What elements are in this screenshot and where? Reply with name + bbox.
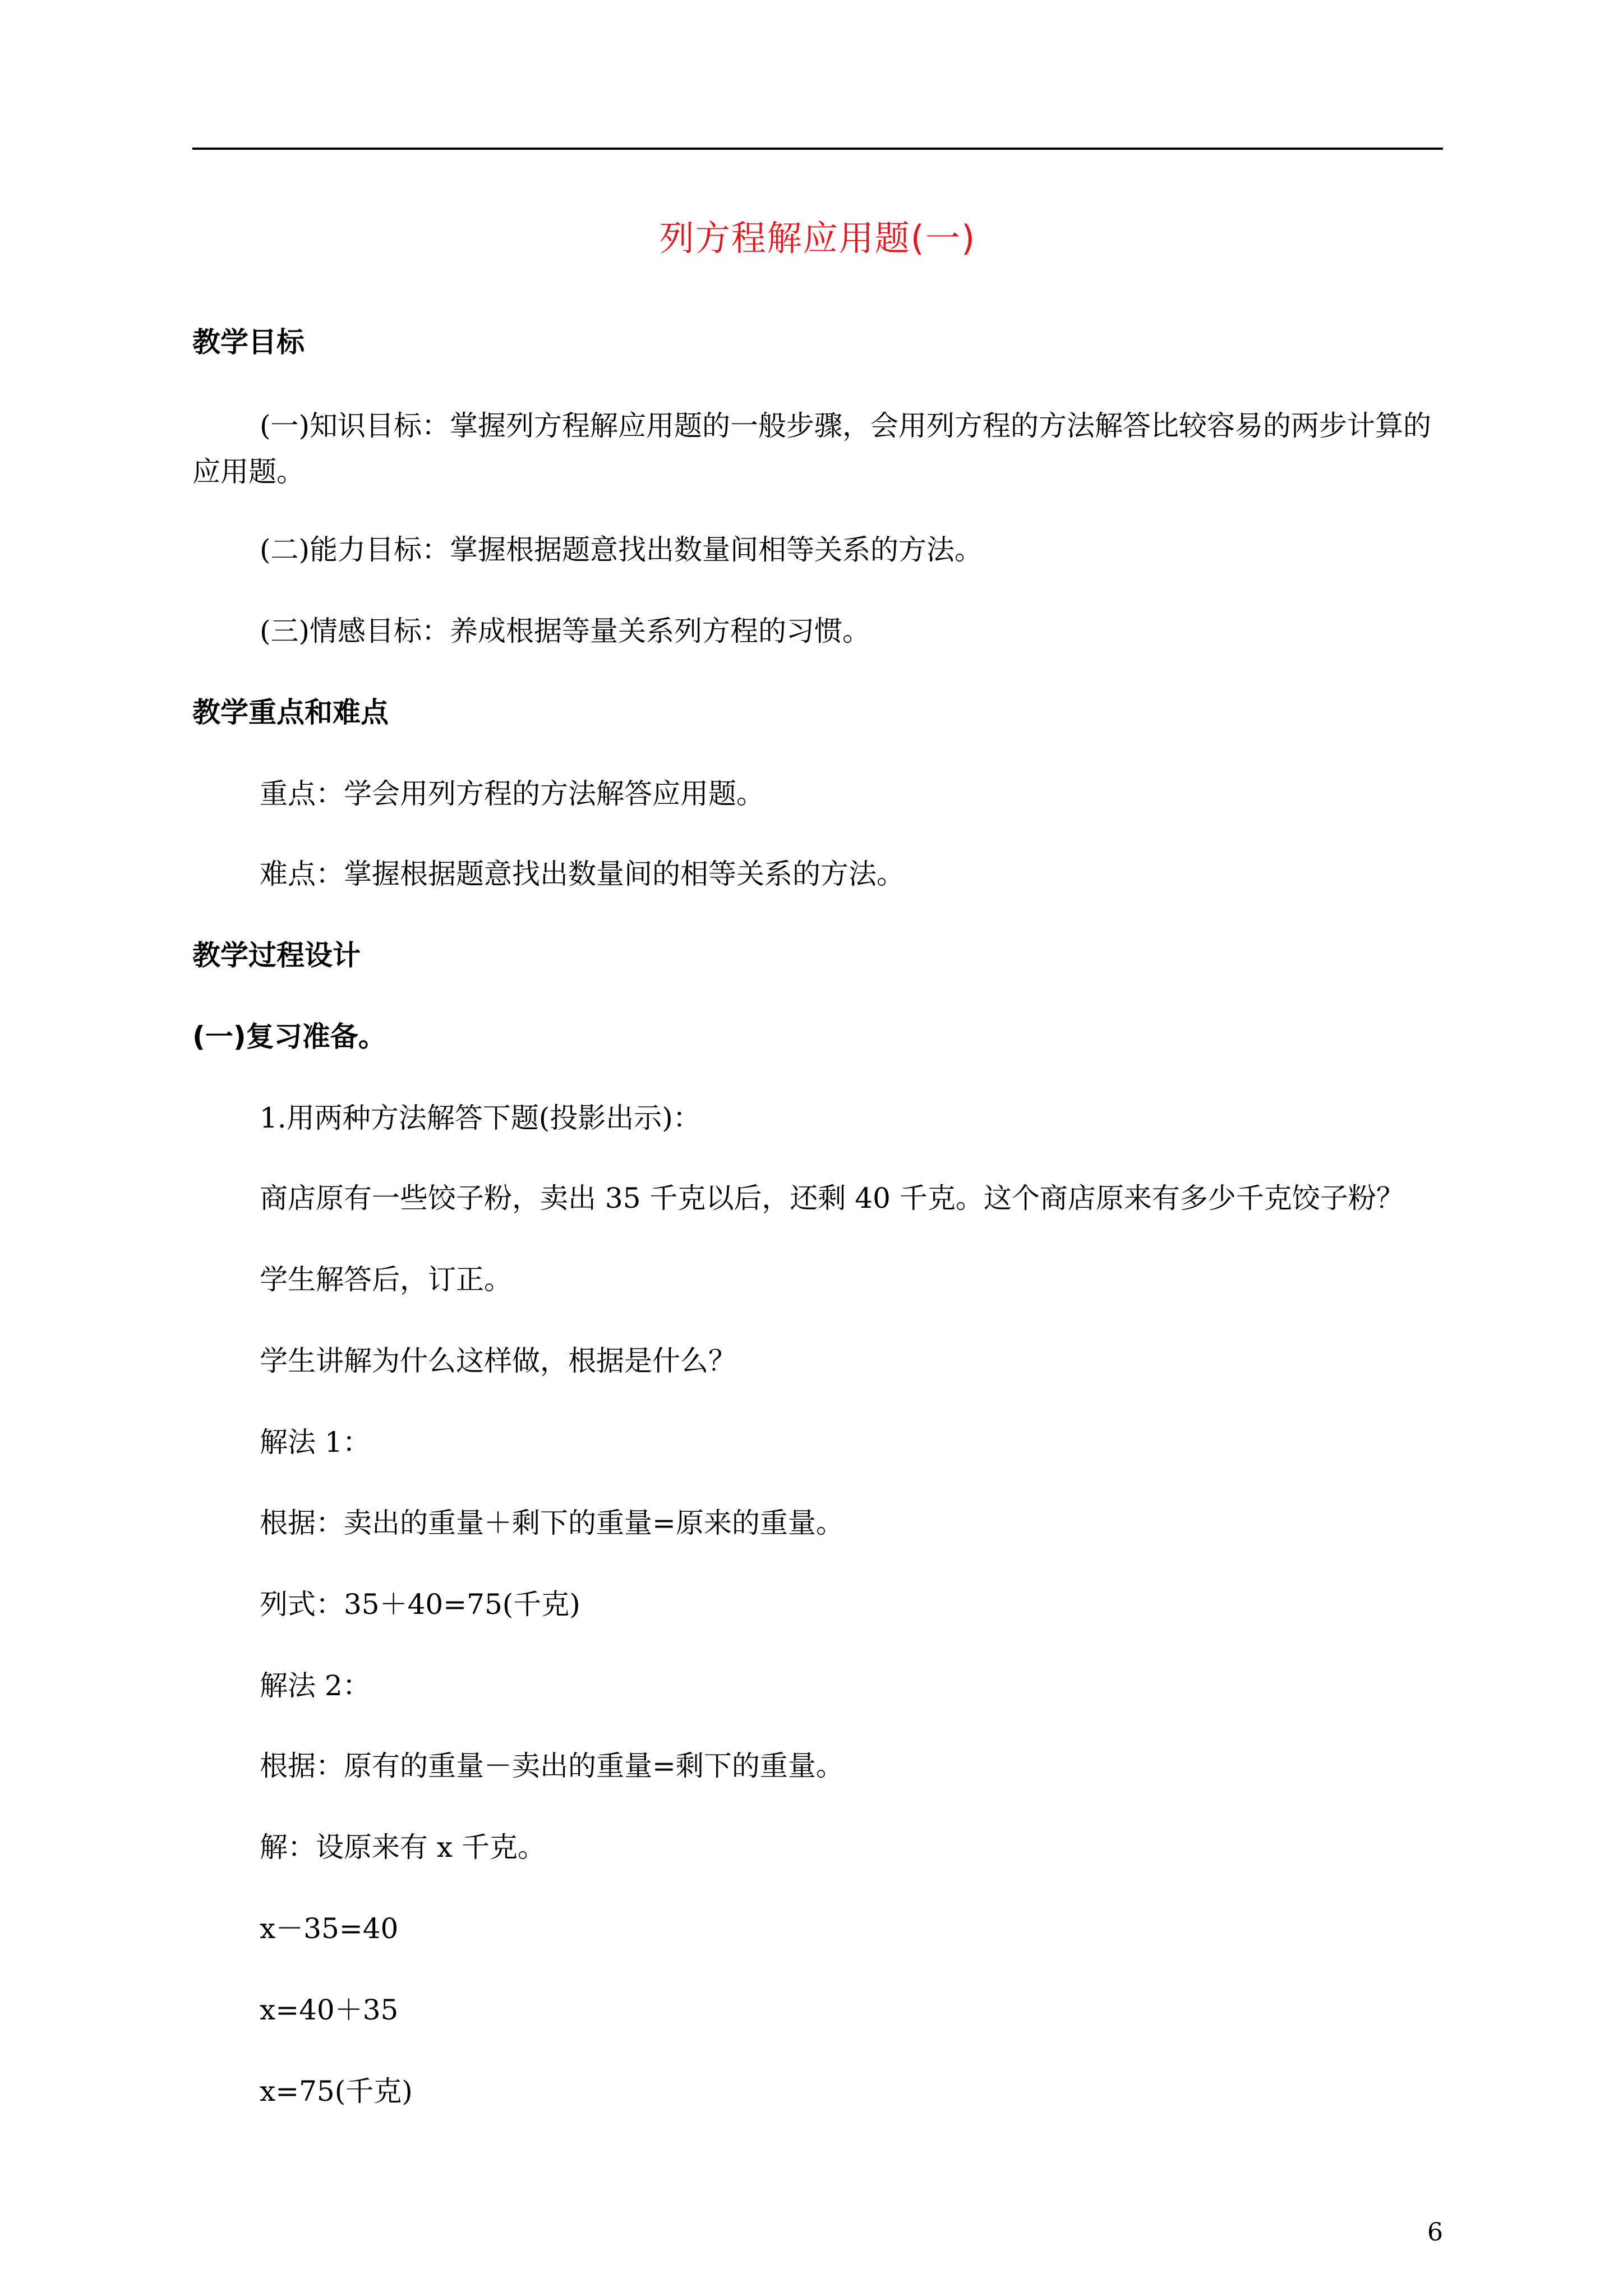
- method-1-formula: 列式：35＋40=75(千克): [260, 1588, 580, 1621]
- method-2-label: 解法 2：: [260, 1669, 371, 1702]
- goal-ability: (二)能力目标：掌握根据题意找出数量间相等关系的方法。: [260, 533, 983, 566]
- equation-step: x=40＋35: [260, 1994, 399, 2026]
- focus-difficulty: 难点：掌握根据题意找出数量间的相等关系的方法。: [260, 858, 905, 890]
- subsection-heading-review: (一)复习准备。: [192, 1020, 386, 1053]
- section-heading-goals: 教学目标: [192, 326, 305, 358]
- problem-statement: 商店原有一些饺子粉，卖出 35 千克以后，还剩 40 千克。这个商店原来有多少千克饺子粉？: [260, 1182, 1404, 1214]
- method-2-let: 解：设原来有 x 千克。: [260, 1831, 546, 1864]
- paragraph: 学生解答后，订正。: [260, 1263, 512, 1296]
- section-heading-process: 教学过程设计: [192, 939, 361, 972]
- paragraph: 学生讲解为什么这样做，根据是什么？: [260, 1345, 736, 1377]
- method-1-basis: 根据：卖出的重量＋剩下的重量=原来的重量。: [260, 1507, 844, 1539]
- section-heading-focus: 教学重点和难点: [192, 696, 389, 729]
- goal-emotion: (三)情感目标：养成根据等量关系列方程的习惯。: [260, 615, 871, 647]
- document-title: 列方程解应用题(一): [659, 218, 976, 259]
- page-number: 6: [1427, 2218, 1443, 2247]
- goal-knowledge: (一)知识目标：掌握列方程解应用题的一般步骤，会用列方程的方法解答比较容易的两步计算的应用题。: [192, 409, 1432, 488]
- equation-step: x=75(千克): [260, 2075, 413, 2108]
- method-1-label: 解法 1：: [260, 1426, 371, 1458]
- focus-key-point: 重点：学会用列方程的方法解答应用题。: [260, 777, 764, 810]
- method-2-basis: 根据：原有的重量－卖出的重量=剩下的重量。: [260, 1750, 844, 1782]
- header-rule: [192, 148, 1443, 150]
- equation-step: x－35=40: [260, 1912, 399, 1945]
- task-item: 1.用两种方法解答下题(投影出示)：: [260, 1102, 701, 1134]
